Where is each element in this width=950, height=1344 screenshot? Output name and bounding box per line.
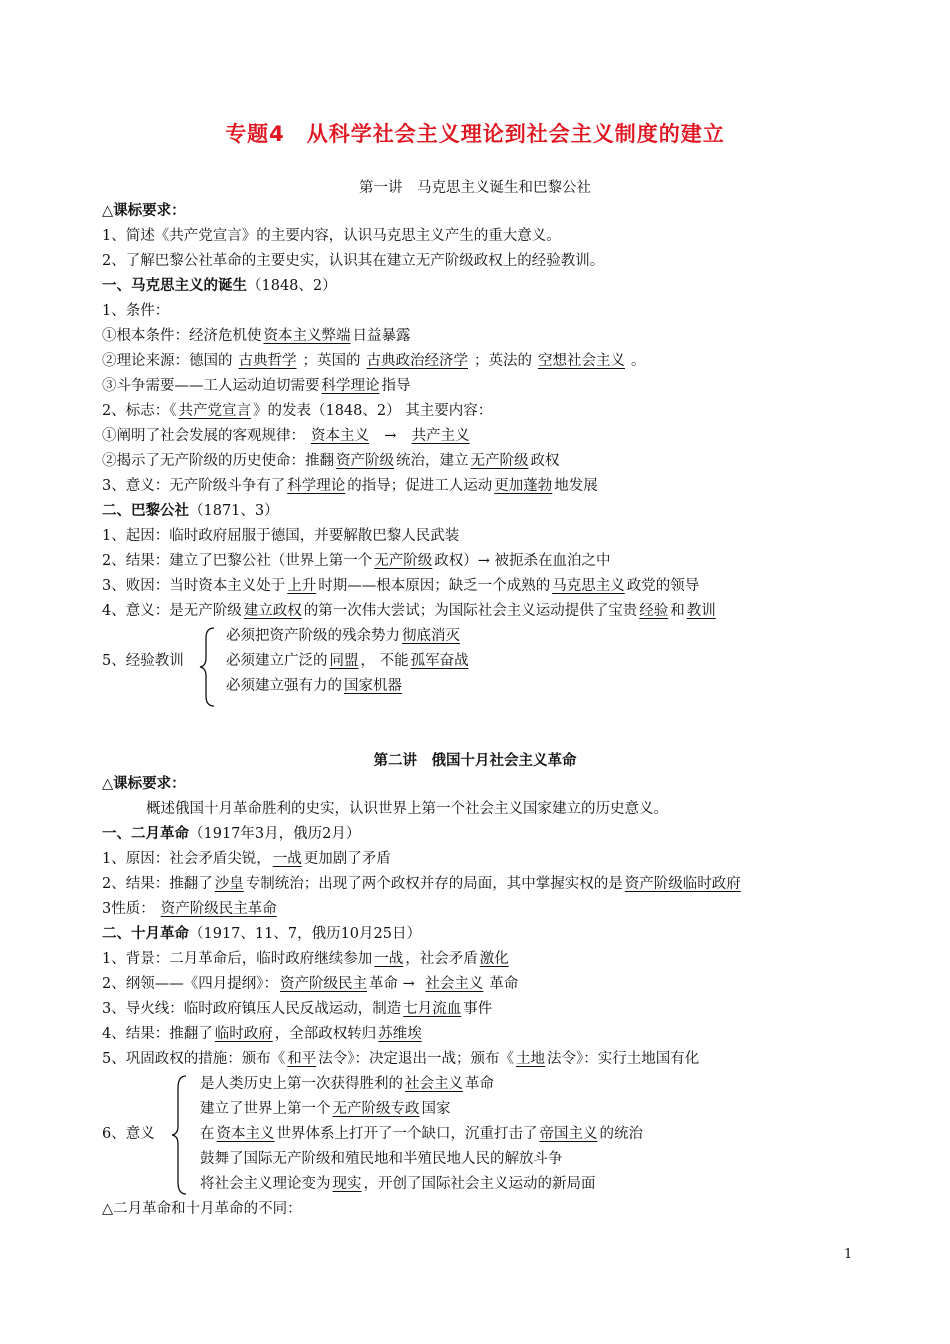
- blank-answer: 经验: [639, 603, 669, 619]
- text-fragment: 1、背景：二月革命后，临时政府继续参加: [102, 951, 373, 967]
- text-fragment: 4、意义：是无产阶级: [102, 603, 242, 619]
- text-fragment: 3、意义：无产阶级斗争有了: [102, 478, 286, 494]
- left-brace-icon: [170, 1074, 188, 1196]
- blank-answer: 苏维埃: [378, 1026, 422, 1042]
- text-fragment: 更加剧了矛盾: [303, 851, 391, 867]
- blank-answer: 社会主义: [405, 1076, 463, 1092]
- text-fragment: 。: [631, 353, 646, 369]
- text-fragment: 3性质：: [102, 901, 155, 917]
- text-fragment: 法令》：实行土地国有化: [546, 1051, 700, 1067]
- october-program: [102, 974, 518, 994]
- section-title: 一、二月革命: [102, 825, 189, 842]
- text-fragment: 必须建立广泛的: [226, 653, 328, 669]
- text-fragment: 地发展: [554, 478, 598, 494]
- text-fragment: 和: [670, 603, 685, 619]
- text-fragment: 革命 →: [368, 976, 415, 992]
- section-title: 二、巴黎公社: [102, 502, 189, 519]
- lecture2-requirement-1: 概述俄国十月革命胜利的史实，认识世界上第一个社会主义国家建立的历史意义。: [146, 801, 668, 817]
- text-fragment: 1、原因：社会矛盾尖锐，: [102, 851, 271, 867]
- text-fragment: 3、败因：当时资本主义处于: [102, 578, 286, 594]
- commune-significance: [102, 601, 718, 621]
- marker-line: [102, 401, 492, 421]
- text-fragment: ②理论来源：德国的: [102, 353, 233, 369]
- lessons-label: 5、经验教训: [102, 653, 184, 669]
- section-february-revolution-heading: [102, 824, 360, 844]
- significance-label: 6、意义: [102, 1126, 155, 1142]
- condition-struggle: [102, 376, 411, 396]
- text-fragment: ，开创了国际社会主义运动的新局面: [363, 1176, 596, 1192]
- blank-answer: 上升: [287, 578, 317, 594]
- text-fragment: 2、结果：建立了巴黎公社（世界上第一个: [102, 553, 373, 569]
- content-law: [102, 426, 476, 446]
- commune-cause: 1、起因：临时政府屈服于德国，并要解散巴黎人民武装: [102, 528, 460, 544]
- section-paris-commune-heading: [102, 501, 279, 521]
- text-fragment: 革命: [489, 976, 519, 992]
- commune-failure: [102, 576, 699, 596]
- blank-answer: 同盟: [329, 653, 359, 669]
- page-number: 1: [844, 1247, 853, 1262]
- text-fragment: 必须建立强有力的: [226, 678, 342, 694]
- blank-answer: 教训: [686, 603, 716, 619]
- text-fragment: 专制统治；出现了两个政权并存的局面，其中掌握实权的是: [245, 876, 623, 892]
- lesson-3: [226, 676, 404, 696]
- text-fragment: 革命: [465, 1076, 494, 1092]
- blank-answer: 资产阶级: [336, 453, 394, 469]
- text-fragment: 统治，建立: [396, 453, 469, 469]
- text-fragment: 政党的领导: [626, 578, 700, 594]
- blank-answer: 建立政权: [243, 603, 302, 619]
- blank-answer: 资产阶级民主: [279, 976, 367, 992]
- blank-answer: 更加蓬勃: [494, 478, 553, 494]
- lecture2-requirements-heading: △课标要求：: [102, 775, 186, 792]
- comparison-heading: △二月革命和十月革命的不同：: [102, 1201, 302, 1217]
- text-fragment: 时期——根本原因；缺乏一个成熟的: [318, 578, 551, 594]
- blank-answer: 无产阶级: [374, 553, 433, 569]
- significance-line: [102, 476, 598, 496]
- section-date: （1848、2）: [247, 278, 337, 294]
- blank-answer: 临时政府: [214, 1026, 273, 1042]
- text-fragment: 国家: [421, 1101, 451, 1117]
- october-background: [102, 949, 511, 969]
- text-fragment: 的第一次伟大尝试；为国际社会主义运动提供了宝贵: [303, 603, 638, 619]
- text-fragment: 政权）→ 被扼杀在血泊之中: [434, 553, 611, 569]
- blank-answer: 一战: [272, 851, 302, 867]
- text-fragment: 》的发表（1848、2） 其主要内容：: [252, 403, 493, 419]
- text-fragment: 必须把资产阶级的残余势力: [226, 628, 400, 644]
- lecture1-heading: 第一讲 马克思主义诞生和巴黎公社: [359, 180, 591, 196]
- text-fragment: 的统治: [599, 1126, 643, 1142]
- blank-answer: 帝国主义: [539, 1126, 598, 1142]
- text-fragment: 4、结果：推翻了: [102, 1026, 213, 1042]
- section-title: 一、马克思主义的诞生: [102, 277, 247, 294]
- blank-answer: 无产阶级: [470, 453, 529, 469]
- blank-answer: 资产阶级民主革命: [160, 901, 277, 917]
- text-fragment: ，社会矛盾: [405, 951, 478, 967]
- text-fragment: ，全部政权转归: [274, 1026, 377, 1042]
- condition-theory-sources: [102, 351, 646, 371]
- lecture2-heading: 第二讲 俄国十月社会主义革命: [373, 752, 577, 769]
- text-fragment: 将社会主义理论变为: [200, 1176, 331, 1192]
- lesson-2: [226, 651, 471, 671]
- text-fragment: 2、标志：《: [102, 403, 177, 419]
- february-cause: [102, 849, 391, 869]
- section-october-revolution-heading: [102, 924, 421, 944]
- text-fragment: ；英国的: [302, 353, 361, 369]
- blank-answer: 资本主义: [216, 1126, 275, 1142]
- significance-3: [200, 1124, 643, 1144]
- blank-answer: 彻底消灭: [402, 628, 460, 644]
- text-fragment: 指导: [381, 378, 411, 394]
- text-fragment: ；英法的: [474, 353, 532, 369]
- blank-answer: 七月流血: [403, 1001, 462, 1017]
- text-fragment: 的指导；促进工人运动: [347, 478, 493, 494]
- blank-answer: 资本主义: [311, 428, 369, 444]
- february-nature: [102, 899, 283, 919]
- arrow-icon: →: [384, 428, 397, 444]
- blank-answer: 资产阶级临时政府: [624, 876, 741, 892]
- lecture1-requirement-1: 1、简述《共产党宣言》的主要内容，认识马克思主义产生的重大意义。: [102, 228, 561, 244]
- october-measures: [102, 1049, 699, 1069]
- text-fragment: 是人类历史上第一次获得胜利的: [200, 1076, 403, 1092]
- blank-answer: 孤军奋战: [410, 653, 469, 669]
- significance-1: [200, 1074, 494, 1094]
- october-trigger: [102, 999, 492, 1019]
- blank-answer: 共产主义: [411, 428, 470, 444]
- left-brace-icon: [198, 626, 216, 708]
- text-fragment: 2、结果：推翻了: [102, 876, 213, 892]
- conditions-label: 1、条件：: [102, 303, 170, 319]
- blank-answer: 国家机器: [344, 678, 402, 694]
- blank-answer: 科学理论: [287, 478, 346, 494]
- blank-answer: 马克思主义: [552, 578, 625, 594]
- blank-answer: 现实: [332, 1176, 362, 1192]
- text-fragment: 法令》：决定退出一战；颁布《: [318, 1051, 514, 1067]
- section-date: （1917、11、7，俄历10月25日）: [189, 926, 421, 942]
- blank-answer: 激化: [479, 951, 509, 967]
- blank-answer: 共产党宣言: [178, 403, 251, 419]
- text-fragment: ， 不能: [360, 653, 409, 669]
- section-date: （1871、3）: [189, 503, 279, 519]
- text-fragment: ②揭示了无产阶级的历史使命：推翻: [102, 453, 334, 469]
- text-fragment: 政权: [530, 453, 560, 469]
- text-fragment: ①阐明了社会发展的客观规律：: [102, 428, 305, 444]
- text-fragment: 2、纲领——《四月提纲》：: [102, 976, 278, 992]
- lecture1-requirements-heading: △课标要求：: [102, 202, 186, 219]
- text-fragment: ③斗争需要——工人运动迫切需要: [102, 378, 320, 394]
- lecture1-requirement-2: 2、了解巴黎公社革命的主要史实，认识其在建立无产阶级政权上的经验教训。: [102, 253, 605, 269]
- blank-answer: 无产阶级专政: [332, 1101, 420, 1117]
- blank-answer: 社会主义: [425, 976, 484, 992]
- commune-result: [102, 551, 611, 571]
- october-result: [102, 1024, 424, 1044]
- text-fragment: ①根本条件：经济危机使: [102, 328, 262, 344]
- february-result: [102, 874, 743, 894]
- blank-answer: 科学理论: [321, 378, 380, 394]
- lesson-1: [226, 626, 462, 646]
- text-fragment: 世界体系上打开了一个缺口，沉重打击了: [276, 1126, 538, 1142]
- text-fragment: 5、巩固政权的措施：颁布《: [102, 1051, 286, 1067]
- text-fragment: 日益暴露: [352, 328, 411, 344]
- section-marxism-birth-heading: [102, 276, 337, 296]
- blank-answer: 古典哲学: [238, 353, 297, 369]
- blank-answer: 沙皇: [214, 876, 244, 892]
- section-title: 二、十月革命: [102, 925, 189, 942]
- content-mission: [102, 451, 560, 471]
- blank-answer: 和平: [287, 1051, 317, 1067]
- significance-4: 鼓舞了国际无产阶级和殖民地和半殖民地人民的解放斗争: [200, 1151, 563, 1167]
- text-fragment: 建立了世界上第一个: [200, 1101, 331, 1117]
- significance-5: [200, 1174, 596, 1194]
- text-fragment: 3、导火线：临时政府镇压人民反战运动，制造: [102, 1001, 402, 1017]
- condition-fundamental: [102, 326, 411, 346]
- blank-answer: 古典政治经济学: [366, 353, 468, 369]
- text-fragment: 在: [200, 1126, 215, 1142]
- document-title: 专题4 从科学社会主义理论到社会主义制度的建立: [225, 122, 725, 146]
- significance-2: [200, 1099, 451, 1119]
- text-fragment: 事件: [463, 1001, 493, 1017]
- blank-answer: 资本主义弊端: [263, 328, 351, 344]
- section-date: （1917年3月，俄历2月）: [189, 826, 361, 842]
- blank-answer: 空想社会主义: [538, 353, 625, 369]
- blank-answer: 一战: [374, 951, 404, 967]
- blank-answer: 土地: [515, 1051, 545, 1067]
